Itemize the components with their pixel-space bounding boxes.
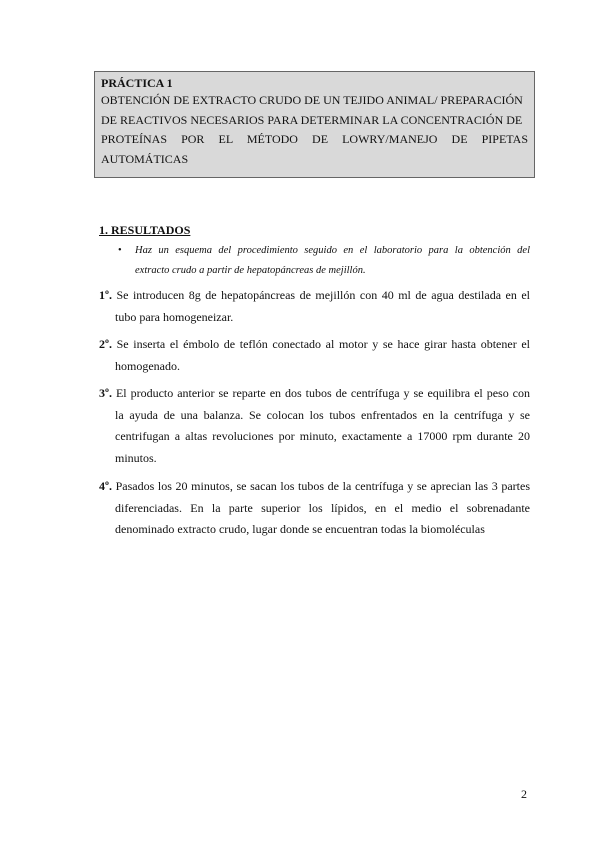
practice-title: PRÁCTICA 1 (101, 76, 173, 90)
instruction-bullet (118, 241, 530, 280)
step-text: tubo para homogeneizar. (115, 309, 234, 324)
step-text: El producto anterior se reparte en dos tubos de centrífuga y se equilibra el peso con (115, 386, 530, 400)
step-text: homogenado. (115, 358, 180, 373)
step-text: centrifugan a altas revoluciones por minuto, exactamente a 17000 rpm durante 20 (115, 429, 530, 444)
step-number: 1º. (99, 288, 112, 302)
step-2 (99, 334, 530, 377)
step-text: denominado extracto crudo, lugar donde se encuentran todas la biomoléculas (115, 522, 485, 537)
step-text: la ayuda de una balanza. Se colocan los tubos enfrentados en la centrífuga y se (115, 407, 530, 422)
instruction-line-1: Haz un esquema del procedimiento seguido en el laboratorio para la obtención del (135, 245, 530, 256)
step-text: diferenciadas. En la parte superior los lípidos, en el medio el sobrenadante (115, 500, 530, 515)
step-1 (99, 285, 530, 328)
step-text: Pasados los 20 minutos, se sacan los tubos de la centrífuga y se aprecian las 3 partes (115, 479, 531, 493)
step-4 (99, 476, 530, 541)
instruction-line-2: extracto crudo a partir de hepatopáncreas de mejillón. (135, 264, 366, 276)
header-line-2: DE REACTIVOS NECESARIOS PARA DETERMINAR LA CONCENTRACIÓN DE (101, 112, 523, 127)
step-number: 3º. (99, 386, 112, 400)
header-line-3: PROTEÍNAS POR EL MÉTODO DE LOWRY/MANEJO DE PIPETAS (101, 132, 528, 146)
step-text: Se inserta el émbolo de teflón conectado al motor y se hace girar hasta obtener el (116, 337, 530, 351)
bullet-icon: • (118, 245, 122, 256)
header-line-4: AUTOMÁTICAS (101, 151, 189, 166)
step-text: minutos. (115, 451, 157, 466)
practice-header-box (94, 71, 535, 178)
section-title-resultados: 1. RESULTADOS (99, 223, 191, 237)
step-3 (99, 383, 530, 470)
header-line-1: OBTENCIÓN DE EXTRACTO CRUDO DE UN TEJIDO ANIMAL/ PREPARACIÓN (101, 93, 523, 107)
step-number: 4º. (99, 479, 112, 493)
page-number: 2 (521, 787, 527, 801)
step-number: 2º. (99, 337, 112, 351)
step-text: Se introducen 8g de hepatopáncreas de mejillón con 40 ml de agua destilada en el (116, 288, 530, 302)
